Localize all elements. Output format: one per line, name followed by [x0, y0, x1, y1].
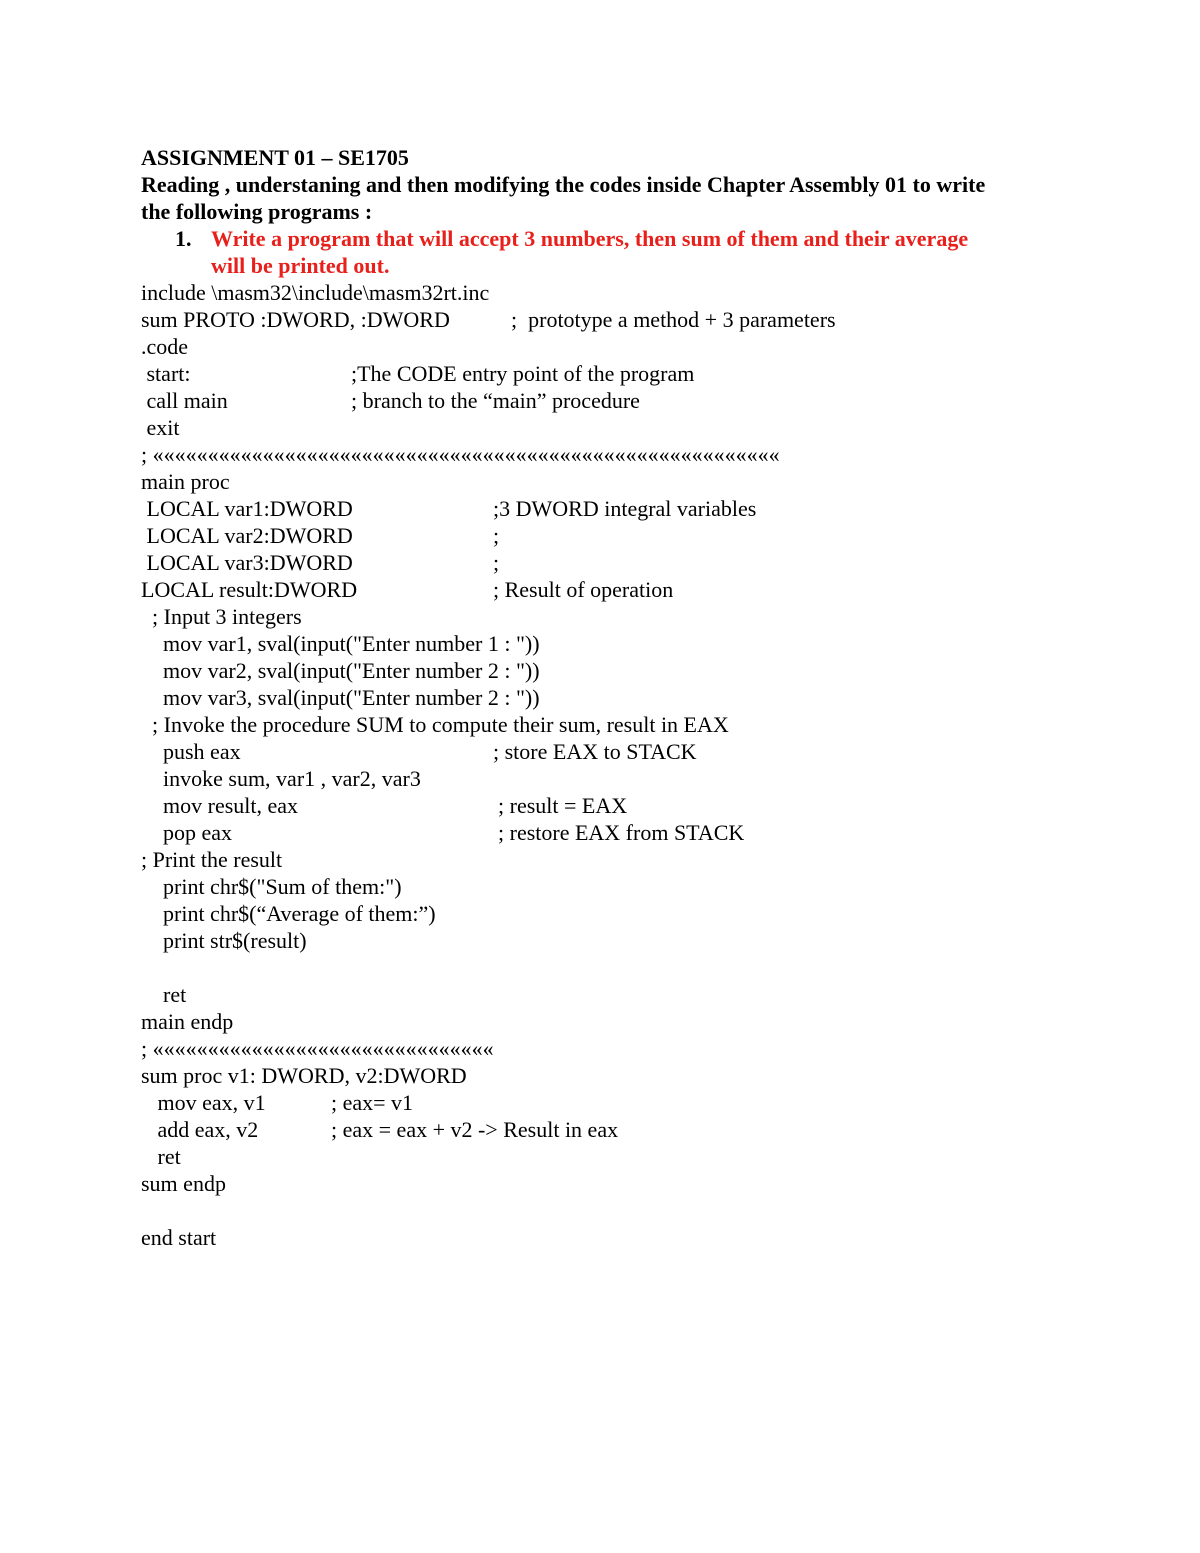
code-push-eax-comment: ; store EAX to STACK: [493, 739, 697, 764]
code-local-var1: LOCAL var1:DWORD: [141, 496, 353, 521]
intro-line-1: Reading , understaning and then modifying the codes inside Chapter Assembly 01 to write: [141, 172, 986, 197]
code-local-var3: LOCAL var3:DWORD: [141, 550, 353, 575]
code-print-result: print str$(result): [141, 928, 307, 953]
code-push-eax: push eax: [141, 739, 241, 764]
code-ret-main: ret: [141, 982, 187, 1007]
code-local-var2: LOCAL var2:DWORD: [141, 523, 353, 548]
code-invoke-sum: invoke sum, var1 , var2, var3: [141, 766, 421, 791]
code-separator-2: ; «««««««««««««««««««««««««««««««: [141, 1036, 494, 1061]
code-local-var3-comment: ;: [493, 550, 500, 575]
code-mov-var2: mov var2, sval(input("Enter number 2 : ")): [141, 658, 540, 683]
code-separator-1: ; «««««««««««««««««««««««««««««««««««««««««««««««««««««««««: [141, 442, 780, 467]
code-invoke-comment: ; Invoke the procedure SUM to compute their sum, result in EAX: [141, 712, 729, 737]
code-mov-eax-v1-comment: ; eax= v1: [331, 1090, 414, 1115]
task-text-line-1: Write a program that will accept 3 numbers, then sum of them and their average: [211, 226, 969, 251]
code-call-main-comment: ; branch to the “main” procedure: [351, 388, 640, 413]
code-local-var2-comment: ;: [493, 523, 500, 548]
code-pop-eax: pop eax: [141, 820, 233, 845]
assignment-title: ASSIGNMENT 01 – SE1705: [141, 145, 409, 170]
code-print-average: print chr$(“Average of them:”): [141, 901, 436, 926]
code-mov-result-comment: ; result = EAX: [498, 793, 628, 818]
code-add-eax-v2: add eax, v2: [141, 1117, 259, 1142]
code-input-comment: ; Input 3 integers: [141, 604, 302, 629]
code-exit: exit: [141, 415, 180, 440]
code-mov-var1: mov var1, sval(input("Enter number 1 : ")): [141, 631, 540, 656]
code-local-result: LOCAL result:DWORD: [141, 577, 358, 602]
code-call-main: call main: [141, 388, 228, 413]
code-proto-comment: ; prototype a method + 3 parameters: [511, 307, 836, 332]
code-start: start:: [141, 361, 191, 386]
code-main-proc: main proc: [141, 469, 230, 494]
code-include: include \masm32\include\masm32rt.inc: [141, 280, 490, 305]
code-sum-endp: sum endp: [141, 1171, 226, 1196]
code-ret-sum: ret: [141, 1144, 181, 1169]
code-proto: sum PROTO :DWORD, :DWORD: [141, 307, 450, 332]
code-print-sum: print chr$("Sum of them:"): [141, 874, 402, 899]
code-start-comment: ;The CODE entry point of the program: [351, 361, 695, 386]
code-end-start: end start: [141, 1225, 217, 1250]
task-number: 1.: [175, 226, 192, 251]
code-directive: .code: [141, 334, 189, 359]
code-mov-result: mov result, eax: [141, 793, 299, 818]
code-print-comment: ; Print the result: [141, 847, 283, 872]
code-sum-proc: sum proc v1: DWORD, v2:DWORD: [141, 1063, 467, 1088]
task-text-line-2: will be printed out.: [211, 253, 390, 278]
intro-line-2: the following programs :: [141, 199, 373, 224]
code-local-result-comment: ; Result of operation: [493, 577, 674, 602]
code-mov-var3: mov var3, sval(input("Enter number 2 : ")): [141, 685, 540, 710]
code-local-var1-comment: ;3 DWORD integral variables: [493, 496, 757, 521]
code-mov-eax-v1: mov eax, v1: [141, 1090, 266, 1115]
code-add-eax-v2-comment: ; eax = eax + v2 -> Result in eax: [331, 1117, 619, 1142]
code-pop-eax-comment: ; restore EAX from STACK: [498, 820, 745, 845]
code-main-endp: main endp: [141, 1009, 234, 1034]
